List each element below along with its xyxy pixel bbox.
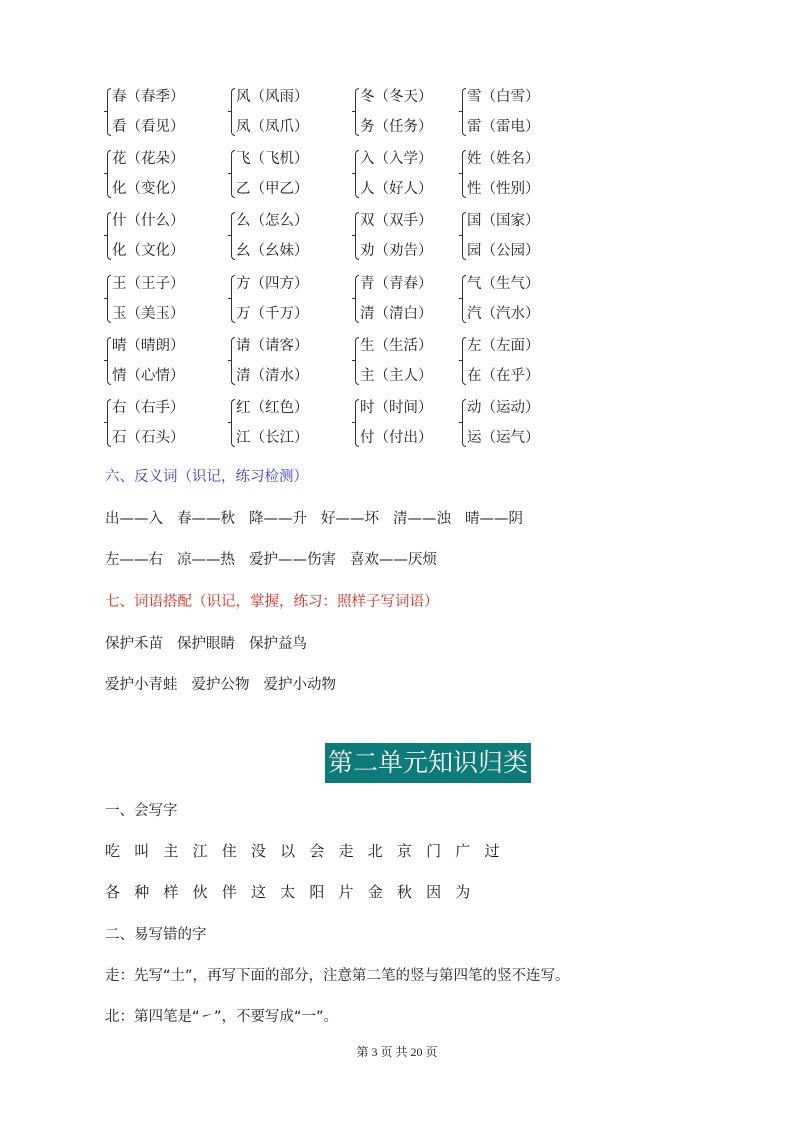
char: 住 (221, 842, 237, 860)
char: 江 (192, 842, 208, 860)
character-pair (355, 331, 433, 391)
collocations-row-1 (105, 632, 321, 653)
character-pair (462, 269, 540, 329)
pair-word-top: 雪（白雪） (467, 89, 540, 105)
pair-word-top: 姓（姓名） (467, 151, 540, 168)
pair-word-bottom: 清（清水） (236, 367, 309, 384)
char: 片 (338, 883, 354, 901)
antonym-pair: 降——升 (249, 511, 307, 527)
char: 因 (426, 883, 442, 901)
char: 北 (367, 842, 383, 860)
pair-word-top: 花（花朵） (112, 151, 185, 168)
pair-word-bottom: 化（文化） (112, 243, 185, 260)
pair-word-top: 晴（晴朗） (112, 337, 185, 354)
char: 阳 (309, 883, 325, 901)
char: 叫 (134, 842, 150, 860)
antonym-pair: 清——浊 (393, 511, 451, 527)
pair-word-top: 冬（冬天） (360, 89, 433, 105)
pair-word-top: 国（国家） (467, 213, 540, 230)
pair-word-top: 右（右手） (112, 399, 185, 416)
char: 以 (280, 842, 296, 860)
antonyms-row-2 (105, 548, 451, 569)
collocation: 保护益鸟 (249, 636, 307, 652)
char: 秋 (396, 883, 412, 901)
pair-word-bottom: 务（任务） (360, 119, 433, 135)
character-pair (462, 144, 540, 204)
collocation: 爱护小动物 (263, 677, 336, 693)
antonym-pair: 左——右 (105, 552, 163, 568)
pair-word-bottom: 付（付出） (360, 429, 433, 446)
character-pair (231, 393, 309, 453)
character-pair (355, 82, 433, 142)
char: 没 (250, 842, 266, 860)
pair-word-bottom: 玉（美玉） (112, 305, 185, 322)
pair-word-bottom: 在（在乎） (467, 367, 540, 384)
pair-word-bottom: 万（千万） (236, 305, 309, 322)
char: 广 (455, 842, 471, 860)
pair-word-bottom: 看（看见） (112, 119, 185, 135)
pair-word-top: 时（时间） (360, 399, 433, 416)
char: 走 (338, 842, 354, 860)
pair-word-top: 动（运动） (467, 399, 540, 416)
pair-word-top: 左（左面） (467, 337, 540, 354)
character-pair (462, 82, 540, 142)
pair-word-top: 王（王子） (112, 275, 185, 292)
pair-word-bottom: 幺（幺妹） (236, 243, 309, 260)
write-characters-heading: 一、会写字 (105, 803, 178, 819)
pair-word-top: 么（怎么） (236, 213, 309, 230)
character-pair (355, 144, 433, 204)
char: 会 (309, 842, 325, 860)
collocations-row-2 (105, 673, 350, 694)
character-pair (107, 331, 185, 391)
pair-word-bottom: 性（性别） (467, 181, 540, 198)
character-pair (107, 144, 185, 204)
pair-word-bottom: 石（石头） (112, 429, 185, 446)
character-pair (462, 206, 540, 266)
pair-word-bottom: 运（运气） (467, 429, 540, 446)
char: 这 (250, 883, 266, 901)
page-number: 第 3 页 共 20 页 (356, 1045, 438, 1059)
char: 京 (396, 842, 412, 860)
collocation: 保护眼睛 (177, 636, 235, 652)
unit-title: 第二单元知识归类 (325, 743, 531, 783)
character-pair (231, 82, 309, 142)
pair-word-bottom: 化（变化） (112, 181, 185, 198)
pair-word-bottom: 乙（甲乙） (236, 181, 309, 198)
pair-word-top: 风（风雨） (236, 89, 309, 105)
write-characters-row-2 (105, 881, 484, 902)
character-pair (231, 331, 309, 391)
char: 伙 (192, 883, 208, 901)
char: 各 (105, 883, 121, 901)
pair-word-bottom: 主（主人） (360, 367, 433, 384)
collocation: 保护禾苗 (105, 636, 163, 652)
pair-word-bottom: 清（清白） (360, 305, 433, 322)
antonym-pair: 春——秋 (177, 511, 235, 527)
pair-word-top: 方（四方） (236, 275, 309, 292)
pair-word-top: 入（入学） (360, 151, 433, 168)
character-pair (107, 82, 185, 142)
pair-word-bottom: 人（好人） (360, 181, 433, 198)
char: 吃 (105, 842, 121, 860)
pair-word-bottom: 情（心情） (112, 367, 185, 384)
character-pair (462, 331, 540, 391)
note-bei: 北：第四笔是“㇀”，不要写成“一”。 (105, 1009, 339, 1025)
antonym-pair: 喜欢——厌烦 (350, 552, 437, 568)
char: 金 (367, 883, 383, 901)
pair-word-top: 青（青春） (360, 275, 433, 292)
character-pair (462, 393, 540, 453)
pair-word-top: 春（春季） (112, 89, 185, 105)
character-pair (107, 269, 185, 329)
character-pair (231, 144, 309, 204)
character-pair (231, 206, 309, 266)
pair-word-top: 生（生活） (360, 337, 433, 354)
antonym-pair: 出——入 (105, 511, 163, 527)
char: 为 (455, 883, 471, 901)
collocation: 爱护小青蛙 (105, 677, 178, 693)
antonym-pair: 爱护——伤害 (249, 552, 336, 568)
pair-word-top: 气（生气） (467, 275, 540, 292)
pair-word-top: 飞（飞机） (236, 151, 309, 168)
collocations-heading: 七、词语搭配（识记，掌握，练习：照样子写词语） (105, 594, 439, 610)
pair-word-bottom: 园（公园） (467, 243, 540, 260)
antonym-pair: 晴——阴 (465, 511, 523, 527)
char: 过 (484, 842, 500, 860)
character-pair (107, 393, 185, 453)
character-pair (355, 393, 433, 453)
char: 太 (280, 883, 296, 901)
antonyms-heading: 六、反义词（识记，练习检测） (105, 469, 308, 485)
pair-word-bottom: 雷（雷电） (467, 119, 540, 135)
pair-word-bottom: 汽（汽水） (467, 305, 540, 322)
char: 样 (163, 883, 179, 901)
note-zou: 走：先写“土”，再写下面的部分，注意第二笔的竖与第四笔的竖不连写。 (105, 968, 570, 984)
char: 伴 (221, 883, 237, 901)
antonym-pair: 好——坏 (321, 511, 379, 527)
pair-word-top: 请（请客） (236, 337, 309, 354)
antonyms-row-1 (105, 507, 537, 528)
pair-word-bottom: 劝（劝告） (360, 243, 433, 260)
pair-word-top: 什（什么） (112, 213, 185, 230)
char: 种 (134, 883, 150, 901)
char: 主 (163, 842, 179, 860)
pair-word-bottom: 江（长江） (236, 429, 309, 446)
character-pair (355, 269, 433, 329)
pair-word-top: 红（红色） (236, 399, 309, 416)
character-pair (355, 206, 433, 266)
character-pair (231, 269, 309, 329)
antonym-pair: 凉——热 (177, 552, 235, 568)
pair-word-bottom: 凤（凤爪） (236, 119, 309, 135)
character-pair (107, 206, 185, 266)
error-prone-heading: 二、易写错的字 (105, 927, 207, 943)
collocation: 爱护公物 (191, 677, 250, 693)
write-characters-row-1 (105, 840, 514, 861)
char: 门 (426, 842, 442, 860)
pair-word-top: 双（双手） (360, 213, 433, 230)
